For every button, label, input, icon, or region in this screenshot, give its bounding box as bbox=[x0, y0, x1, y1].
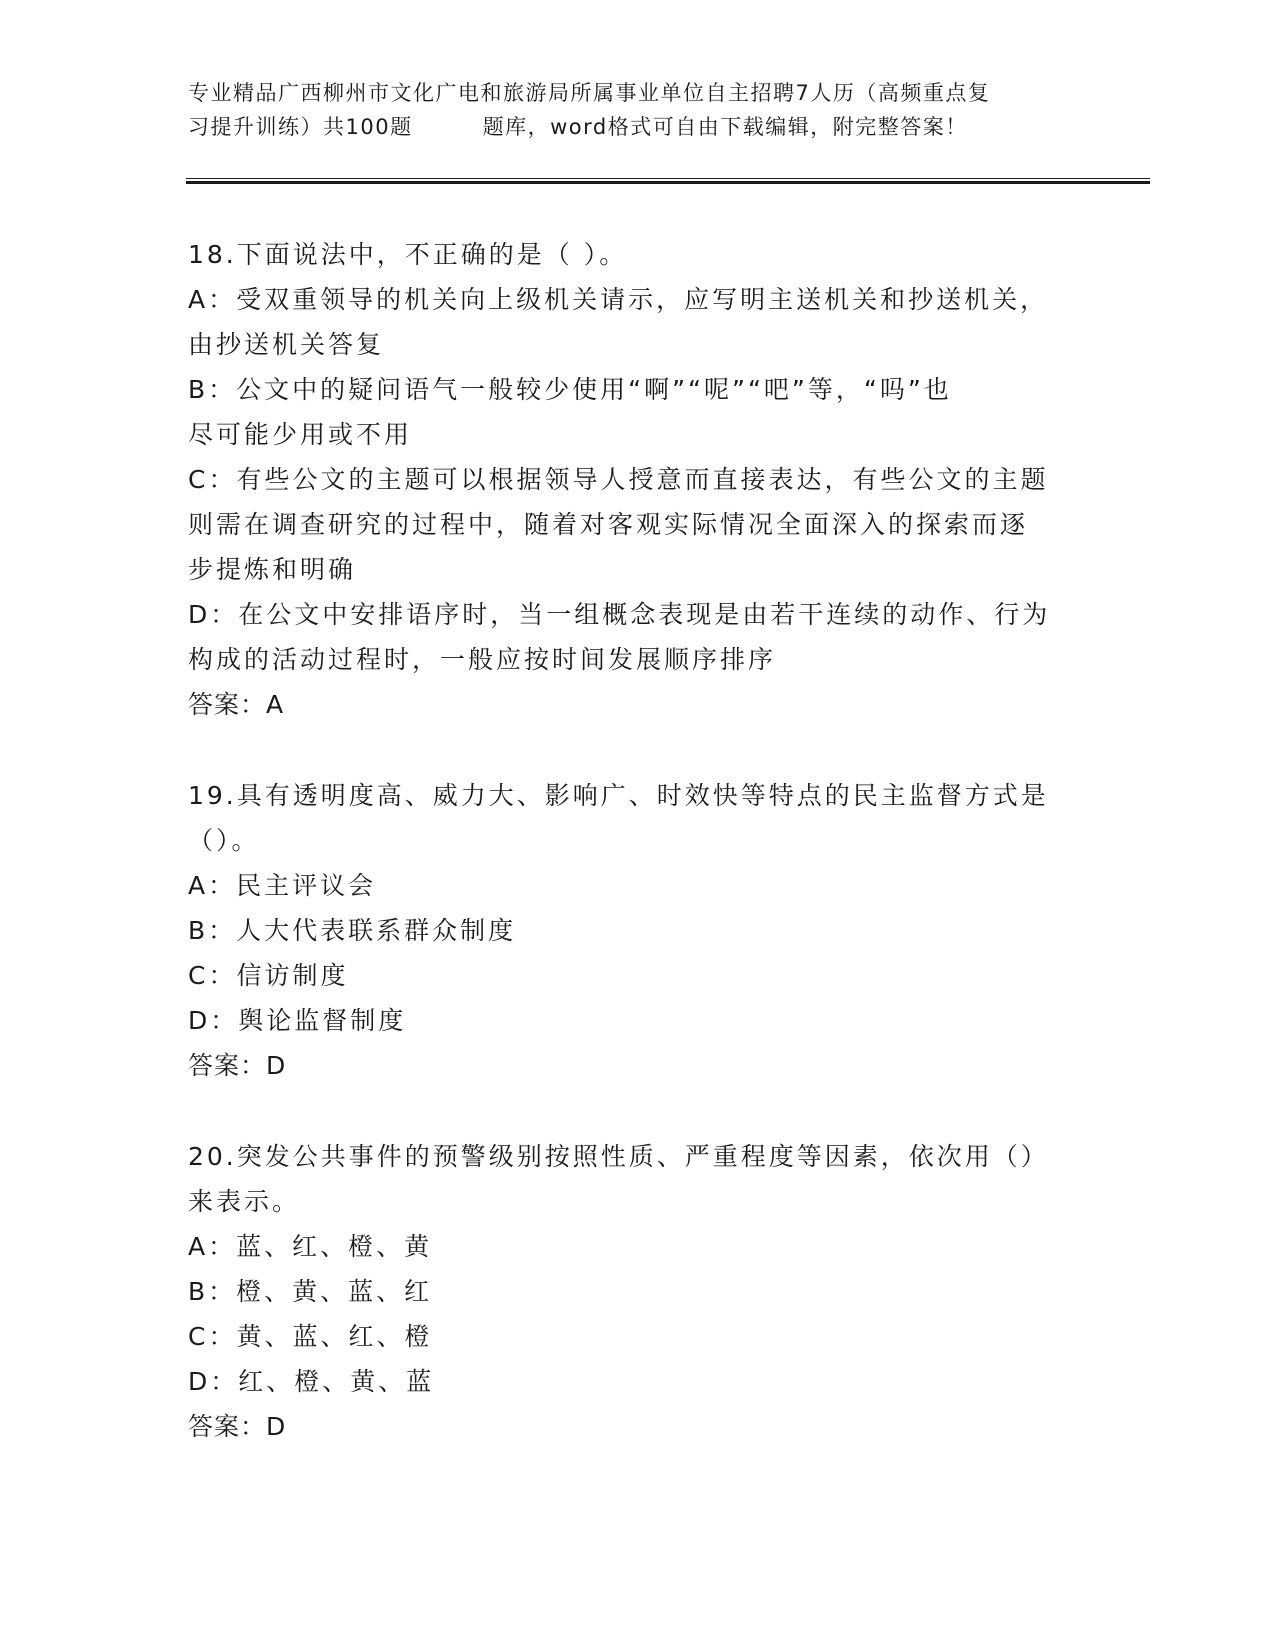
question-18 bbox=[188, 232, 1088, 727]
header-divider-thin bbox=[186, 178, 1150, 179]
header-line-2-part-1: 习提升训练）共100题 bbox=[188, 115, 413, 139]
question-20 bbox=[188, 1134, 1088, 1449]
option-b: B：橙、黄、蓝、红 bbox=[188, 1277, 433, 1306]
header-line-1: 专业精品广西柳州市文化广电和旅游局所属事业单位自主招聘7人历（高频重点复 bbox=[188, 81, 991, 105]
option-c bbox=[188, 457, 1088, 592]
option-text: D：在公文中安排语序时，当一组概念表现是由若干连续的动作、行为 bbox=[188, 600, 1051, 629]
question-list bbox=[188, 232, 1088, 1495]
option-text: A：受双重领导的机关向上级机关请示，应写明主送机关和抄送机关， bbox=[188, 285, 1049, 314]
document-header bbox=[188, 76, 1088, 144]
answer-label: 答案：A bbox=[188, 690, 285, 719]
question-stem: （）。 bbox=[188, 826, 260, 855]
option-d: D：红、橙、黄、蓝 bbox=[188, 1367, 435, 1396]
option-text: 由抄送机关答复 bbox=[188, 330, 385, 359]
option-a: A：民主评议会 bbox=[188, 871, 377, 900]
header-line-2 bbox=[188, 110, 1088, 144]
option-text: 尽可能少用或不用 bbox=[188, 420, 413, 449]
option-b bbox=[188, 367, 1088, 457]
option-text: 步提炼和明确 bbox=[188, 555, 357, 584]
header-divider-thick bbox=[186, 181, 1150, 184]
option-text: 则需在调查研究的过程中，随着对客观实际情况全面深入的探索而逐 bbox=[188, 510, 1029, 539]
option-text: C：有些公文的主题可以根据领导人授意而直接表达，有些公文的主题 bbox=[188, 465, 1049, 494]
question-stem: 来表示。 bbox=[188, 1187, 301, 1216]
option-d: D：舆论监督制度 bbox=[188, 1006, 407, 1035]
question-stem: 19.具有透明度高、威力大、影响广、时效快等特点的民主监督方式是 bbox=[188, 781, 1049, 810]
option-c: C：信访制度 bbox=[188, 961, 349, 990]
option-a: A：蓝、红、橙、黄 bbox=[188, 1232, 433, 1261]
answer-label: 答案：D bbox=[188, 1051, 287, 1080]
answer-label: 答案：D bbox=[188, 1412, 287, 1441]
question-19 bbox=[188, 773, 1088, 1088]
option-text: 构成的活动过程时，一般应按时间发展顺序排序 bbox=[188, 645, 777, 674]
option-a bbox=[188, 277, 1088, 367]
question-stem: 20.突发公共事件的预警级别按照性质、严重程度等因素，依次用（） bbox=[188, 1142, 1049, 1171]
option-c: C：黄、蓝、红、橙 bbox=[188, 1322, 433, 1351]
header-line-2-part-2: 题库，word格式可自由下载编辑，附完整答案！ bbox=[482, 115, 968, 139]
question-stem: 18.下面说法中，不正确的是（ ）。 bbox=[188, 240, 628, 269]
option-text: B：公文中的疑问语气一般较少使用“啊”“呢”“吧”等，“吗”也 bbox=[188, 375, 952, 404]
option-d bbox=[188, 592, 1088, 682]
option-b: B：人大代表联系群众制度 bbox=[188, 916, 517, 945]
